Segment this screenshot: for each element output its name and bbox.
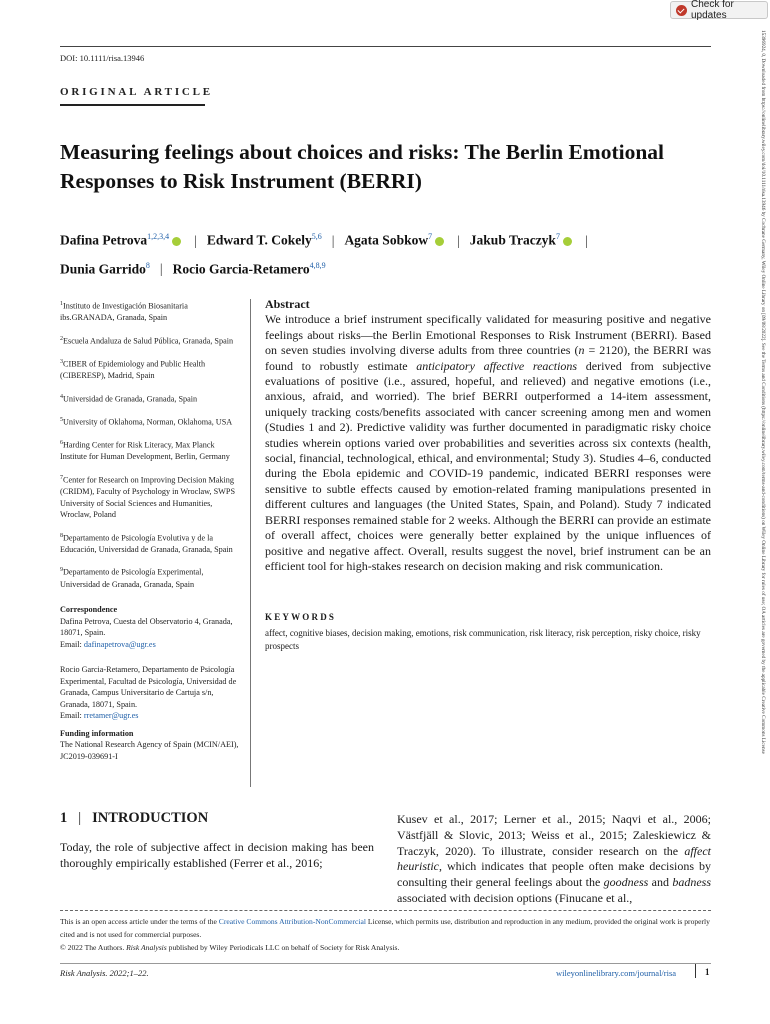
keywords-heading: KEYWORDS [265,612,337,622]
license-notice: This is an open access article under the terms of the Creative Commons Attribution-NonCommercial License, which permits use, distribution and reproduction in any medium, provided the original work is properly cited and is not used for commercial purposes. © 2022 The Authors. Risk Analysis published by Wiley Periodicals LLC on behalf of Society for Risk Analysis. [60,917,710,952]
cc-license-link[interactable]: Creative Commons Attribution-NonCommercial [218,917,366,926]
page-number: 1 [705,967,710,977]
footer-journal: Risk Analysis. 2022;1–22. [60,968,149,978]
author-name[interactable]: Dunia Garrido [60,261,146,276]
author-affil-sup: 4,8,9 [309,260,326,270]
author-affil-sup: 8 [145,260,150,270]
affiliation: $^2$Escuela Andaluza de Salud Pública, Granada, Spain [60,335,234,346]
article-type-underline [60,104,205,106]
download-watermark: 15396924, 0, Downloaded from https://onlinelibrary.wiley.com/doi/10.1111/risa.13946 by Cochrane Germany, Wiley Online Library on [09/08/2022]. See the Terms and Conditions (https://onlinelibrary.wiley.com/terms-and-conditions) on Wiley Online Library for rules of use; OA articles are governed by the applicable Creative Commons License [760,30,766,754]
orcid-icon[interactable] [172,237,181,246]
affiliation: $^9$Departamento de Psicología Experimental, Universidad de Granada, Granada, Spain [60,567,204,589]
affiliation: $^1$Instituto de Investigación Biosanitaria ibs.GRANADA, Granada, Spain [60,301,188,323]
license-divider [60,910,711,911]
author-list: Dafina Petrova$^{1,2,3,4}$ | Edward T. Cokely$^{5,6}$ | Agata Sobkow$^7$ | Jakub Traczyk$^7$ | Dunia Garrido$^8$ | Rocio Garcia-Retamero$^{4,8,9}$ [60,232,588,276]
author-affil-sup: 7 [428,232,433,241]
funding-info [60,728,240,763]
correspondence-address-1: Dafina Petrova, Cuesta del Observatorio 4, Granada, 18071, Spain. [60,616,233,638]
author-affil-sup: 7 [555,232,560,241]
affiliations-column [60,299,240,762]
author-name[interactable]: Rocio Garcia-Retamero [172,261,310,276]
affiliation: $^7$Center for Research on Improving Decision Making (CRIDM), Faculty of Psychology in Wroclaw, SWPS University of Social Sciences and Humanities, Wroclaw, Poland [60,474,236,520]
section-heading-introduction: 1 | INTRODUCTION [60,810,209,826]
funding-heading: Funding information [60,728,134,738]
article-type-label: ORIGINAL ARTICLE [60,86,213,98]
author-affil-sup: 5,6 [311,232,322,241]
orcid-icon[interactable] [563,237,572,246]
footer-journal-link[interactable]: wileyonlinelibrary.com/journal/risa [556,968,677,978]
check-updates-label: Check for updates [691,0,734,21]
orcid-icon[interactable] [435,237,444,246]
affiliation: $^5$University of Oklahoma, Norman, Oklahoma, USA [60,416,233,427]
abstract: Abstract We introduce a brief instrument specifically validated for measuring positive and negative feelings about risks—the Berlin Emotional Responses to Risk Instrument (BERRI). Based on seven studies involving diverse adults from three countries (n = 2120), the BERRI was found to robustly estimate anticipatory affective reactions derived from subjective evaluations of positive (i.e., assured, hopeful, and relieved) and negative emotions (i.e., anxious, afraid, and worried). The brief BERRI outperformed a 14-item assessment, uniquely tracking costs/benefits associated with cancer screening among men and women (Studies 1 and 2). Predictive validity was further documented in paradigmatic risky choice studies wherein options varied over probabilities and severities across six contexts (health, social, financial, technological, ethical, and environmental; Study 3). Studies 4–6, conducted during the Ebola epidemic and COVID-19 pandemic, indicated BERRI responses were sensitive to subtle effects caused by emotion-related framing manipulations presented in different cultures and languages (the United States, Spain, and Poland). Study 7 indicated BERRI responses remained stable for 2 weeks. Although the BERRI can provide an estimate of overall affect, choices were generally better explained by the unique influences of positive and negative affect. Overall, results suggest the novel, brief instrument can be an efficient tool for high-stakes research on decision making and risk communication. [265,297,712,573]
check-for-updates-button[interactable] [670,1,768,19]
abstract-heading: Abstract [265,297,310,311]
author-name[interactable]: Agata Sobkow [344,232,429,248]
email-link[interactable]: rretamer@ugr.es [83,711,139,721]
column-divider [250,299,251,787]
correspondence-heading: Correspondence [60,605,118,615]
intro-paragraph-right: Kusev et al., 2017; Lerner et al., 2015; Naqvi et al., 2006; Västfjäll & Slovic, 2013; Weiss et al., 2015; Zaleskiewicz & Traczyk, 2020). To illustrate, consider research on the affect heuristic, which indicates that people often make decisions by consulting their general feelings about the goodness and badness associated with decision options (Finucane et al., [397,812,712,905]
intro-paragraph-left: Today, the role of subjective affect in decision making has been thoroughly empirically established (Ferrer et al., 2016; [60,840,374,870]
funding-text: The National Research Agency of Spain (MCIN/AEI), JC2019-039691-I [60,740,239,761]
correspondence: Correspondence Dafina Petrova, Cuesta del Observatorio 4, Granada, 18071, Spain. Email: dafinapetrova@ugr.es Rocio Garcia-Retamero, Departamento de Psicología Experimental, Facultad de Psicología, Universidad de Granada, Campus Universitario de Cartuja s/n, Granada, 18071, Spain. Email: rretamer@ugr.es [60,604,240,722]
footer-rule [60,963,711,964]
article-title: Measuring feelings about choices and risks: The Berlin Emotional Responses to Risk Instrument (BERRI) [60,140,665,193]
affiliation: $^6$Harding Center for Risk Literacy, Max Planck Institute for Human Development, Berlin, Germany [60,440,230,462]
top-rule [60,46,711,47]
author-name[interactable]: Edward T. Cokely [206,232,312,248]
author-name[interactable]: Dafina Petrova [60,232,148,248]
affiliation: $^3$CIBER of Epidemiology and Public Health (CIBERESP), Madrid, Spain [60,358,206,381]
author-affil-sup: 1,2,3,4 [147,232,170,241]
email-link[interactable]: dafinapetrova@ugr.es [83,639,156,649]
footer-separator [695,964,696,978]
correspondence-address-2: Rocio Garcia-Retamero, Departamento de Psicología Experimental, Facultad de Psicología, Universidad de Granada, Campus Universitario de Cartuja s/n, Granada, 18071, Spain. [60,665,237,709]
keywords-text: affect, cognitive biases, decision making, emotions, risk communication, risk literacy, risk perception, risky choice, risky prospects [265,628,701,651]
affiliation: $^4$Universidad de Granada, Granada, Spain [60,393,198,404]
doi: DOI: 10.1111/risa.13946 [60,53,145,63]
check-updates-icon [676,5,687,16]
author-name[interactable]: Jakub Traczyk [469,232,556,248]
affiliation: $^8$Departamento de Psicología Evolutiva y de la Educación, Universidad de Granada, Granada, Spain [60,532,233,554]
